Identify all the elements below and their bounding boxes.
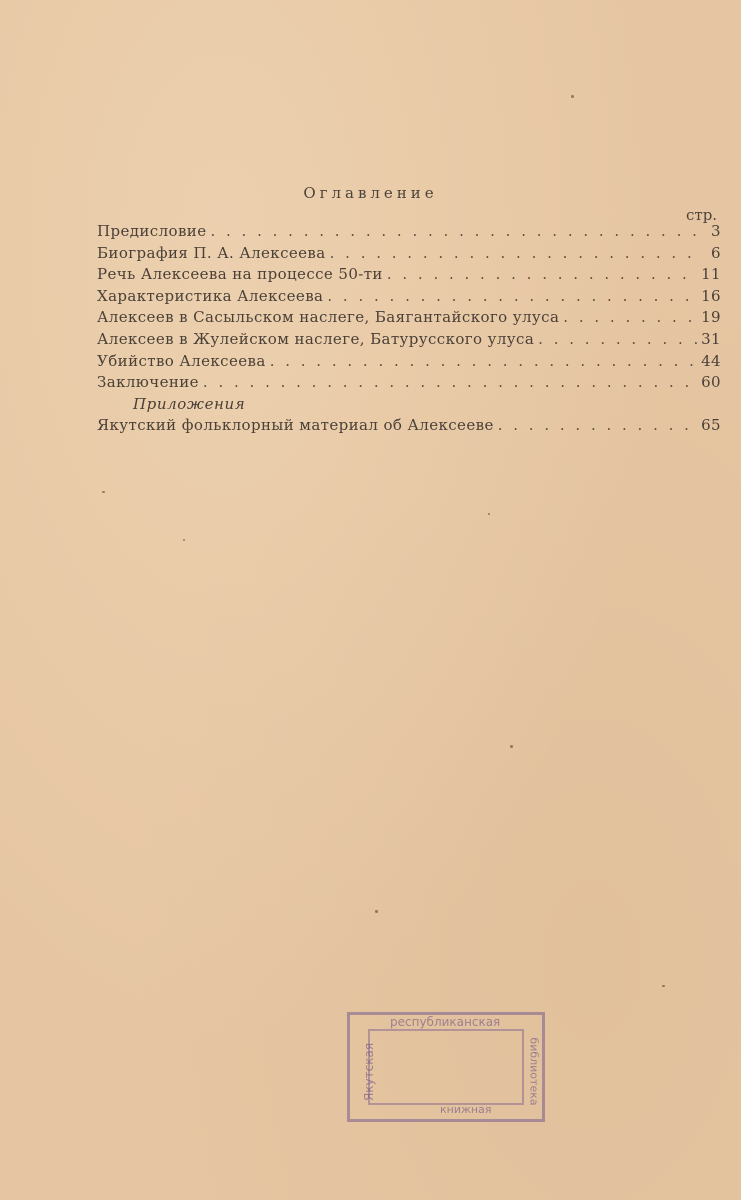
toc-entry-page: 60 (701, 373, 721, 392)
toc-entry (97, 329, 721, 351)
dot-leader (210, 221, 699, 243)
toc-entry-title: Алексеев в Сасыльском наслеге, Баягантайского улуса (97, 308, 560, 327)
toc-heading: Оглавление (303, 184, 438, 202)
toc-entry-page: 65 (701, 416, 721, 435)
paper-speck (662, 985, 665, 987)
toc-entry-page: 11 (701, 265, 721, 284)
dot-leader (387, 264, 697, 286)
toc-entry-title: Характеристика Алексеева (97, 286, 324, 305)
stamp-text-top: республиканская (390, 1015, 501, 1029)
paper-speck (375, 910, 378, 913)
dot-leader (498, 415, 697, 437)
toc-entry (97, 243, 721, 265)
toc-entry-title: Убийство Алексеева (97, 351, 266, 370)
page-column-label: стр. (686, 206, 718, 224)
dot-leader (270, 351, 697, 373)
paper-speck (510, 745, 513, 748)
toc-entry (97, 221, 721, 243)
toc-entry-page: 16 (701, 286, 721, 305)
toc-entry-title: Алексеев в Жулейском наслеге, Батурусского улуса (97, 329, 535, 348)
paper-speck (571, 95, 574, 98)
dot-leader (330, 243, 699, 265)
toc-entry-page: 19 (701, 308, 721, 327)
toc-entry-page: 31 (701, 329, 721, 348)
dot-leader (563, 307, 697, 329)
paper-speck (183, 539, 185, 541)
toc-entry-title: Речь Алексеева на процессе 50-ти (97, 265, 383, 284)
toc-entry-page: 44 (701, 351, 721, 370)
toc-entry (97, 351, 721, 373)
toc-entry-title: Заключение (97, 373, 199, 392)
toc-entry (97, 286, 721, 308)
table-of-contents (97, 221, 721, 437)
stamp-inner-frame (368, 1029, 524, 1105)
stamp-text-right: библиотека (527, 1037, 541, 1106)
paper-speck (488, 513, 490, 515)
dot-leader (327, 286, 697, 308)
toc-entry-page: 6 (711, 243, 721, 262)
stamp-text-bottom: книжная (440, 1103, 492, 1116)
toc-entry (97, 415, 721, 437)
paper-speck (102, 491, 105, 493)
toc-entry-title: Якутский фольклорный материал об Алексееве (97, 416, 494, 435)
toc-entry (97, 264, 721, 286)
dot-leader (538, 329, 697, 351)
toc-entry (97, 372, 721, 394)
stamp-text-left: Якутская (362, 1042, 377, 1102)
toc-entry-title: Предисловие (97, 222, 207, 240)
toc-entry-page: 3 (711, 222, 721, 240)
toc-entry (97, 307, 721, 329)
dot-leader (203, 372, 697, 394)
toc-entry-title: Биография П. А. Алексеева (97, 243, 326, 262)
appendix-heading: Приложения (133, 394, 246, 413)
library-stamp (347, 1012, 545, 1122)
